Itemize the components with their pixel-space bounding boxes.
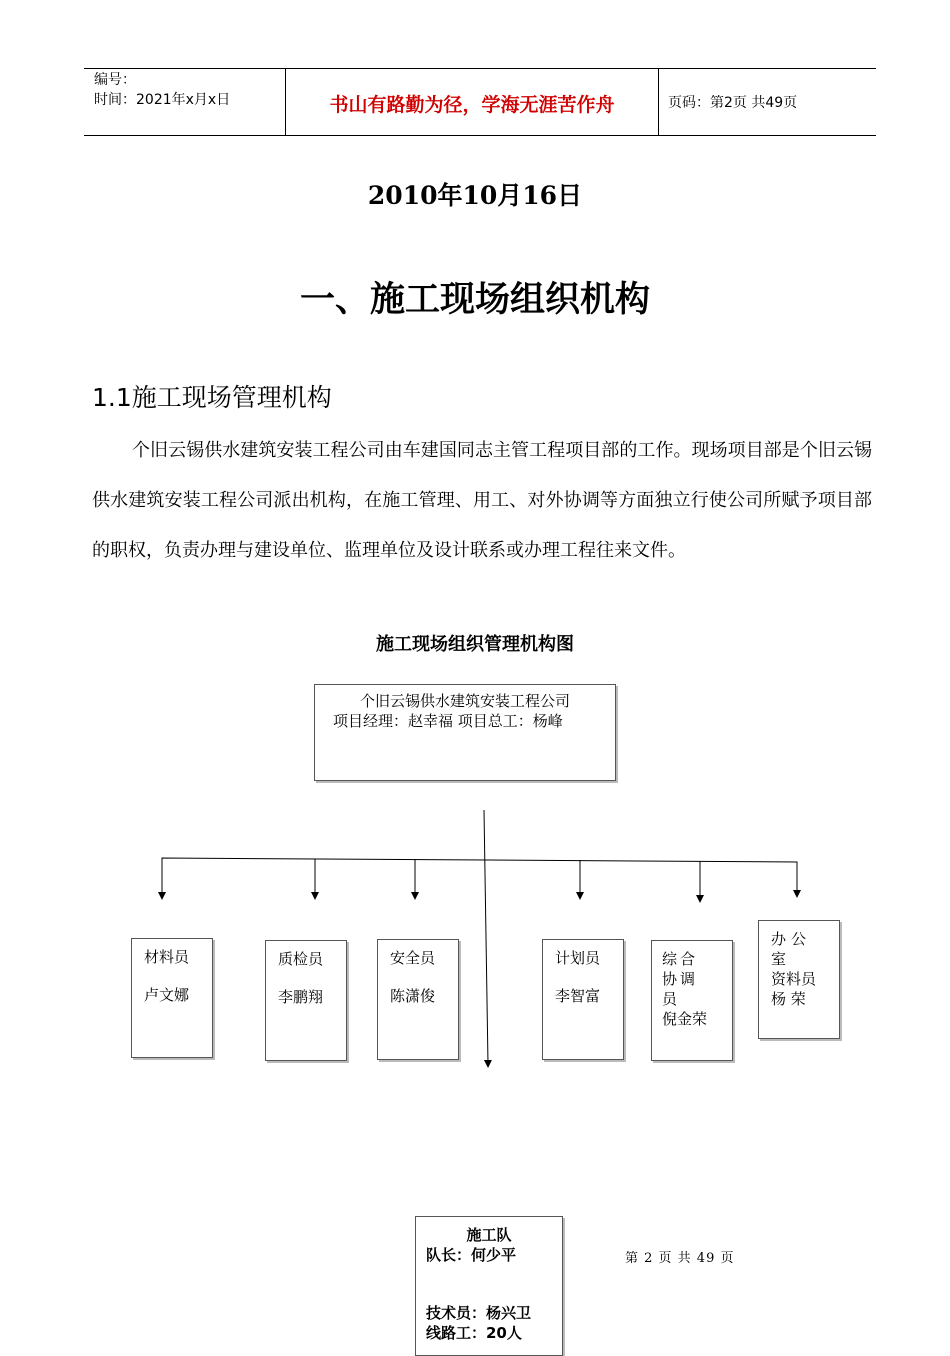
section-title: 1.1施工现场管理机构 (92, 383, 332, 412)
planning-name: 李智富 (555, 987, 601, 1005)
quality-role: 质检员 (278, 950, 324, 968)
safety-name: 陈潇俊 (390, 987, 436, 1005)
materials-box (131, 938, 213, 1058)
header-page-info: 页码：第2页 共49页 (668, 95, 798, 111)
planning-role: 计划员 (555, 949, 601, 967)
office-role-2: 资料员 (771, 970, 817, 988)
team-workers: 线路工：20人 (426, 1324, 522, 1342)
safety-box (377, 939, 459, 1060)
planning-box (542, 939, 624, 1060)
company-managers: 项目经理：赵幸福 项目总工：杨峰 (333, 712, 563, 730)
coordination-box (651, 940, 733, 1061)
quality-box (265, 940, 347, 1061)
materials-name: 卢文娜 (144, 986, 190, 1004)
header-time-label: 时间：2021年x月x日 (94, 92, 231, 108)
team-title: 施工队 (466, 1226, 512, 1244)
office-role: 办公室 (771, 930, 812, 968)
office-name: 杨 荣 (771, 990, 806, 1008)
company-box (314, 684, 616, 781)
header-number-label: 编号： (94, 72, 136, 88)
quality-name: 李鹏翔 (278, 988, 324, 1006)
company-name: 个旧云锡供水建筑安装工程公司 (359, 692, 570, 710)
coordination-role: 综合协调员 (662, 950, 699, 1008)
materials-role: 材料员 (144, 948, 190, 966)
org-chart-title: 施工现场组织管理机构图 (376, 634, 574, 655)
page-footer: 第 2 页 共 49 页 (625, 1251, 735, 1266)
team-technician: 技术员：杨兴卫 (426, 1304, 532, 1322)
team-leader: 队长：何少平 (426, 1246, 517, 1264)
safety-role: 安全员 (390, 949, 436, 967)
header-motto: 书山有路勤为径，学海无涯苦作舟 (329, 94, 615, 116)
coordination-name: 倪金荣 (662, 1010, 708, 1028)
chapter-title: 一、施工现场组织机构 (299, 280, 650, 320)
construction-team-box (415, 1216, 563, 1356)
document-date: 2010年10月16日 (367, 181, 583, 210)
body-paragraph: 个旧云锡供水建筑安装工程公司由车建国同志主管工程项目部的工作。现场项目部是个旧云锡供水建筑安装工程公司派出机构，在施工管理、用工、对外协调等方面独立行使公司所赋予项目部的职权，负责办理与建设单位、监理单位及设计联系或办理工程往来文件。 (92, 440, 872, 561)
office-box (758, 920, 840, 1039)
